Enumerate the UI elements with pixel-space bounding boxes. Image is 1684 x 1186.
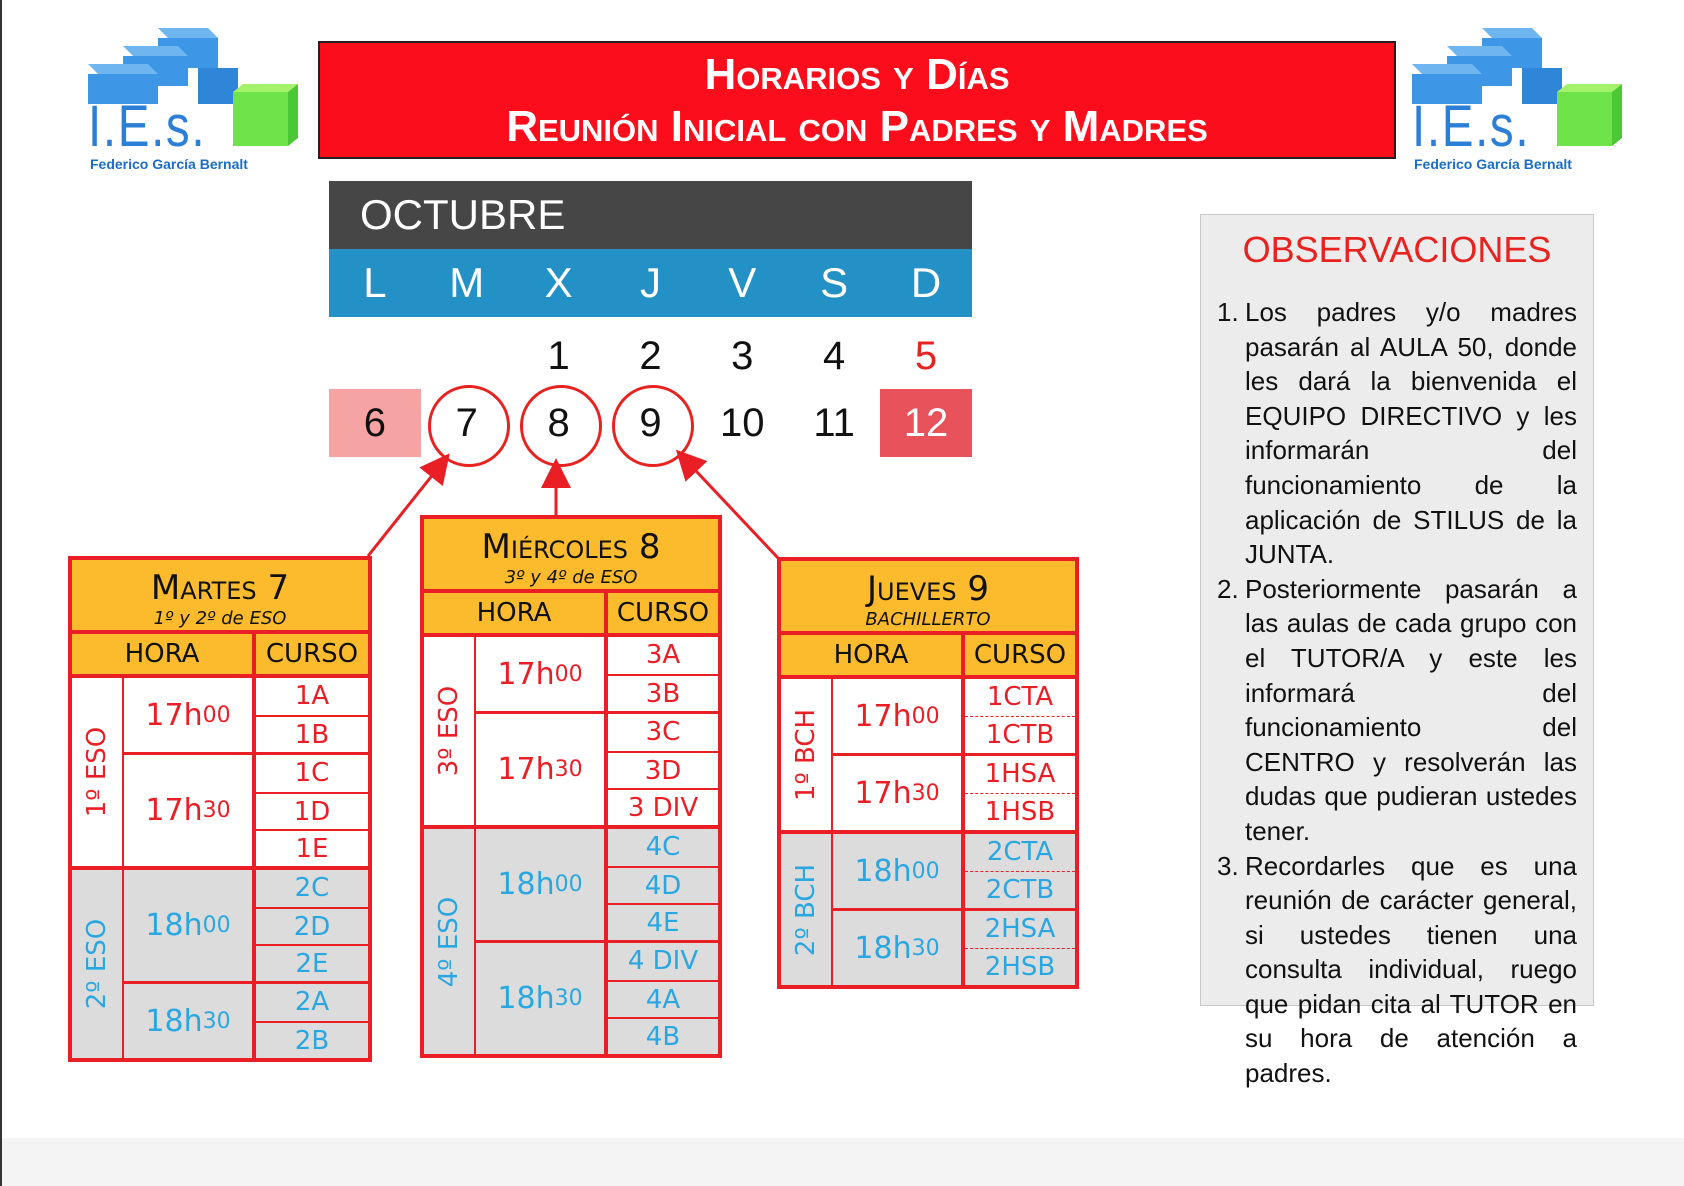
observation-item: 3. Recordarles que es una reunión de carácter general, si ustedes tienen una consulta individual, ruego que pidan cita al TUTOR en su hora de atención a padres. [1217,850,1577,1089]
course-cell: 4B [608,1017,718,1054]
logo-initials: I.E.s. [1412,94,1531,159]
observation-item: 1. Los padres y/o madres pasarán al AULA 50, donde les dará la bienvenida el EQUIPO DIRECTIVO y les informarán del funcionamiento de la aplicación de STILUS de la JUNTA. [1217,297,1577,570]
time-slot-row [124,752,368,866]
course-cell: 1CTA [986,682,1054,712]
slot-courses [256,984,368,1058]
slot-courses [965,756,1075,830]
weekday: V [728,259,757,306]
schedule-subtitle: BACHILLERTO [865,609,991,630]
course-cell: 4E [608,903,718,940]
schedule-level-group [72,678,368,866]
time-slot-row [124,981,368,1058]
calendar-day: 6 [329,389,421,457]
slot-courses [256,870,368,981]
time-slot-row [833,753,1075,830]
course-cell: 3A [645,640,681,670]
time-slots [476,829,718,1054]
column-header-hora: HORA [424,593,608,633]
course-cell: 2HSA [984,914,1056,944]
level-label-cell [424,637,476,825]
course-cell: 2CTB [965,871,1075,908]
schedule-day-title: Miércoles 8 [481,527,661,567]
course-cell: 3D [608,751,718,788]
column-header-hora: HORA [72,634,256,674]
slot-courses [965,834,1075,908]
column-header-curso: CURSO [973,640,1067,670]
slot-time: 17h 00 [124,678,256,752]
weekday: X [544,259,573,306]
course-cell: 1A [294,681,330,711]
schedule-day-title: Martes 7 [150,568,290,608]
schedule-header-row [781,635,1075,679]
schedule-table-miercoles [420,515,722,1058]
slot-courses [965,911,1075,985]
course-cell: 1CTB [965,716,1075,753]
course-cell: 1E [256,829,368,866]
slot-time: 18h 00 [833,834,965,908]
slot-time: 18h 00 [476,829,608,940]
course-cell: 4A [608,980,718,1017]
level-label-cell [72,678,124,866]
slot-courses [608,943,718,1054]
course-cell: 2A [294,987,330,1017]
course-cell: 2B [256,1021,368,1058]
course-cell: 1D [256,792,368,829]
slot-time: 18h 30 [124,984,256,1058]
level-label: 3º ESO [434,685,464,777]
level-label: 4º ESO [434,896,464,987]
slot-time: 17h 30 [833,756,965,830]
weekday: J [639,259,661,306]
time-slot-row [476,829,718,940]
level-label-cell [72,870,124,1058]
schedule-level-group [781,830,1075,985]
time-slots [833,679,1075,830]
time-slot-row [124,870,368,981]
course-cell: 4C [645,832,681,862]
schedule-subtitle: 3º y 4º de ESO [504,567,638,588]
header-title: Horarios y Días [704,50,1010,99]
slot-time: 18h 30 [476,943,608,1054]
slot-time: 18h 00 [124,870,256,981]
course-cell: 4D [608,866,718,903]
calendar-day: 4 [823,334,846,378]
column-header-curso: CURSO [616,598,710,628]
observations-title: OBSERVACIONES [1242,229,1552,270]
schedule-subtitle: 1º y 2º de ESO [153,608,287,629]
slot-time: 17h 30 [476,714,608,825]
schedule-header-row [424,593,718,637]
schedule-level-group [424,825,718,1054]
weekday: M [449,259,485,306]
schedule-level-group [72,866,368,1058]
weekday: D [910,259,942,306]
time-slot-row [833,679,1075,753]
schedule-table-jueves [777,557,1079,989]
time-slots [833,834,1075,985]
course-cell: 3B [608,674,718,711]
column-header-hora: HORA [781,635,965,675]
observations-list [1217,295,1577,1091]
time-slot-row [476,940,718,1054]
logo-initials: I.E.s. [88,94,207,159]
course-cell: 1HSB [965,793,1075,830]
schedule-header-row [72,634,368,678]
course-cell: 2D [256,907,368,944]
header-subtitle: Reunión Inicial con Padres y Madres [506,102,1208,151]
calendar-day-highlighted: 7 [421,389,513,457]
schedule-title-block [424,519,718,593]
observation-item: 2. Posteriormente pasarán a las aulas de cada grupo con el TUTOR/A y este les informará del funcionamiento del CENTRO y resolverán las dudas que pudieran ustedes tener. [1217,573,1577,846]
logo-school-name: Federico García Bernalt [90,156,248,172]
time-slots [124,678,368,866]
level-label-cell [424,829,476,1054]
calendar-day: 10 [720,401,765,445]
course-cell: 1B [256,715,368,752]
schedule-level-group [424,637,718,825]
weekday: S [820,259,849,306]
level-label: 2º BCH [791,863,821,956]
slot-time: 17h 00 [476,637,608,711]
slot-courses [256,678,368,752]
slot-time: 18h 30 [833,911,965,985]
time-slot-row [833,834,1075,908]
slot-courses [608,714,718,825]
schedule-title-block [72,560,368,634]
schedule-title-block [781,561,1075,635]
time-slot-row [476,711,718,825]
observations-panel [1200,214,1594,1089]
slot-time: 17h 30 [124,755,256,866]
calendar-day: 3 [731,334,754,378]
slot-courses [256,755,368,866]
level-label: 1º ESO [82,726,112,818]
calendar-day: 11 [813,401,855,445]
calendar-day: 1 [547,334,570,378]
calendar-day-highlighted: 8 [513,389,605,457]
slot-courses [608,829,718,940]
time-slot-row [476,637,718,711]
time-slots [476,637,718,825]
schedule-level-group [781,679,1075,830]
course-cell: 2C [294,873,330,903]
slot-courses [608,637,718,711]
slot-time: 17h 00 [833,679,965,753]
calendar-day: 2 [639,334,662,378]
level-label: 2º ESO [82,918,112,1010]
time-slots [124,870,368,1058]
column-header-curso: CURSO [265,639,359,669]
time-slot-row [833,908,1075,985]
course-cell: 3 DIV [608,788,718,825]
course-cell: 1C [294,758,330,788]
course-cell: 2E [256,944,368,981]
calendar-day-sunday: 12 [880,389,972,457]
course-cell: 4 DIV [627,946,699,976]
course-cell: 2CTA [986,837,1054,867]
level-label-cell [781,679,833,830]
logo-school-name: Federico García Bernalt [1414,156,1572,172]
time-slot-row [124,678,368,752]
slot-courses [965,679,1075,753]
course-cell: 1HSA [984,759,1056,789]
calendar-day-highlighted: 9 [605,389,697,457]
level-label-cell [781,834,833,985]
schedule-day-title: Jueves 9 [866,569,989,609]
calendar-day-sunday: 5 [914,334,938,378]
calendar-month: OCTUBRE [329,181,972,249]
course-cell: 3C [645,717,681,747]
level-label: 1º BCH [791,708,821,801]
course-cell: 2HSB [965,948,1075,985]
schedule-table-martes [68,556,372,1062]
weekday: L [363,259,387,306]
